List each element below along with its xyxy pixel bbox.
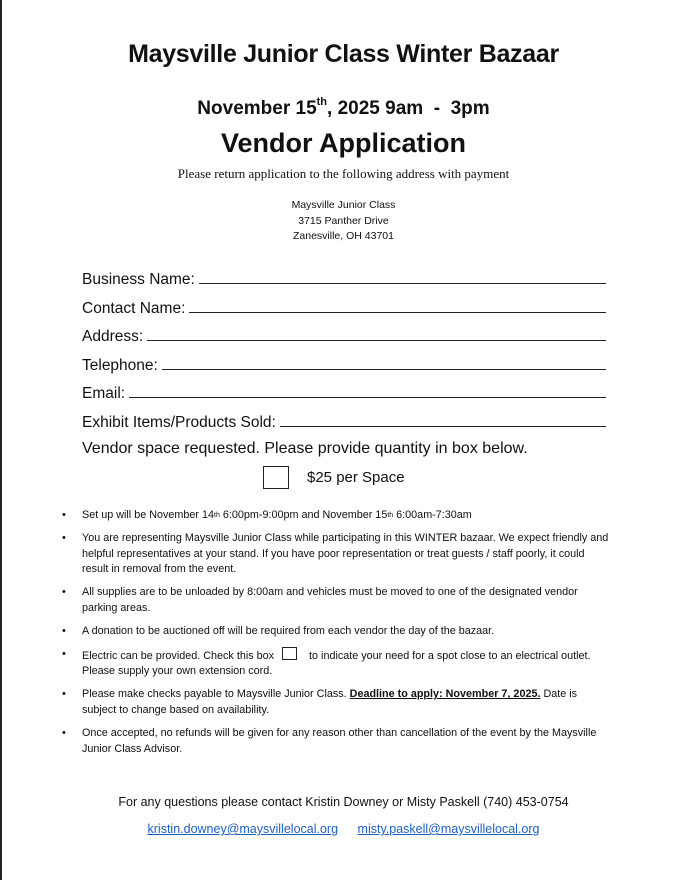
input-line[interactable] [280, 411, 606, 427]
field-label: Email: [82, 385, 126, 403]
field-label: Contact Name: [82, 299, 186, 317]
vendor-space-instructions: Vendor space requested. Please provide quantity in box below. [82, 440, 528, 457]
contact-info: For any questions please contact Kristin Downey or Misty Paskell (740) 453-0754 [118, 795, 569, 809]
electric-checkbox[interactable] [282, 647, 297, 660]
form-heading: Vendor Application [220, 128, 467, 158]
list-item: • A donation to be auctioned off will be required from each vendor the day of the bazaar. [62, 624, 610, 640]
space-price: $25 per Space [307, 469, 405, 486]
address-line: 3715 Panther Drive [298, 214, 389, 227]
list-item: • All supplies are to be unloaded by 8:00am and vehicles must be moved to one of the designated vendor parking areas. [62, 585, 610, 617]
page-title: Maysville Junior Class Winter Bazaar [128, 40, 559, 68]
address-line: Maysville Junior Class [291, 199, 396, 211]
input-line[interactable] [199, 268, 606, 284]
field-label: Exhibit Items/Products Sold: [82, 413, 276, 431]
application-fields [82, 268, 606, 440]
space-quantity-row [263, 466, 405, 489]
mailing-address [0, 198, 687, 245]
terms-list [62, 508, 610, 764]
email-link-kristin[interactable]: kristin.downey@maysvillelocal.org [147, 822, 339, 836]
email-link-misty[interactable]: misty.paskell@maysvillelocal.org [357, 822, 540, 836]
exhibit-items-field[interactable] [82, 411, 606, 440]
list-item: • Once accepted, no refunds will be given for any reason other than cancellation of the event by the Maysville Junior Class Advisor. [62, 726, 610, 758]
list-item: • Please make checks payable to Maysville Junior Class. Deadline to apply: November 7, 2025. Date is subject to change based on availability. [62, 687, 610, 719]
business-name-field[interactable] [82, 268, 606, 297]
event-date: November 15th, 2025 9am - 3pm [197, 96, 490, 119]
input-line[interactable] [162, 354, 606, 370]
deadline-text: Deadline to apply: November 7, 2025. [349, 688, 541, 701]
list-item: • Set up will be November 14th 6:00pm-9:00pm and November 15th 6:00am-7:30am [62, 508, 610, 524]
list-item: • Electric can be provided. Check this box to indicate your need for a spot close to an electrical outlet. Please supply your own extension cord. [62, 647, 610, 681]
contact-name-field[interactable] [82, 297, 606, 326]
contact-emails [0, 822, 687, 836]
address-line: Zanesville, OH 43701 [293, 230, 394, 242]
telephone-field[interactable] [82, 354, 606, 383]
input-line[interactable] [189, 297, 606, 313]
return-instructions: Please return application to the following address with payment [177, 166, 510, 181]
field-label: Business Name: [82, 271, 195, 288]
email-field[interactable] [82, 382, 606, 411]
input-line[interactable] [147, 325, 606, 341]
space-quantity-box[interactable] [263, 466, 289, 489]
input-line[interactable] [129, 382, 606, 398]
field-label: Address: [82, 328, 144, 346]
field-label: Telephone: [82, 356, 158, 374]
list-item: • You are representing Maysville Junior Class while participating in this WINTER bazaar. We expect friendly and helpful representatives at your stand. If you have poor representation or treat guests / staff poorly, it could result in removal from the event. [62, 531, 610, 578]
address-field[interactable] [82, 325, 606, 354]
